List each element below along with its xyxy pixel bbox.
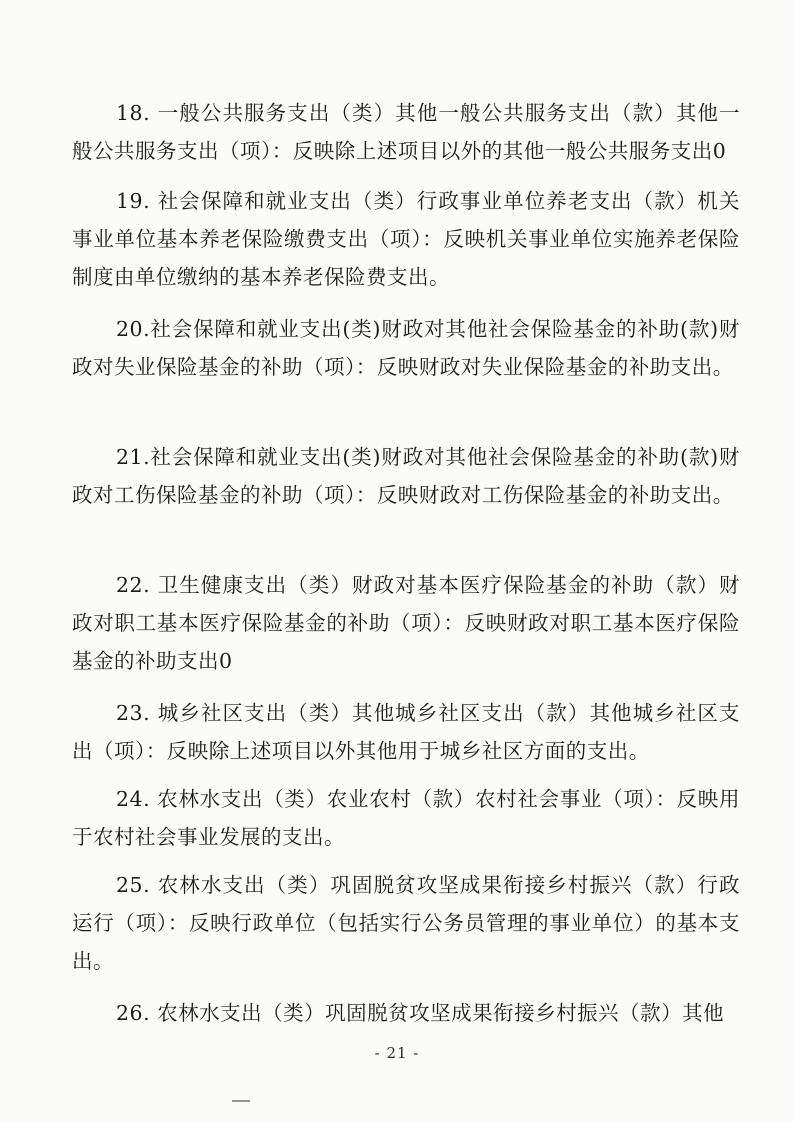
paragraph-item-21: 21.社会保障和就业支出(类)财政对其他社会保险基金的补助(款)财政对工伤保险基金的补助（项）：反映财政对工伤保险基金的补助支出。	[72, 445, 740, 507]
scan-mark	[232, 1100, 250, 1102]
paragraph-item-25: 25. 农林水支出（类）巩固脱贫攻坚成果衔接乡村振兴（款）行政运行（项）：反映行政单位（包括实行公务员管理的事业单位）的基本支出。	[72, 873, 740, 973]
paragraph-item-23: 23. 城乡社区支出（类）其他城乡社区支出（款）其他城乡社区支出（项）：反映除上述项目以外其他用于城乡社区方面的支出。	[72, 701, 740, 763]
paragraph-item-20: 20.社会保障和就业支出(类)财政对其他社会保险基金的补助(款)财政对失业保险基金的补助（项）：反映财政对失业保险基金的补助支出。	[72, 317, 740, 379]
paragraph-item-26: 26. 农林水支出（类）巩固脱贫攻坚成果衔接乡村振兴（款）其他	[116, 1001, 725, 1025]
paragraph-item-19: 19. 社会保障和就业支出（类）行政事业单位养老支出（款）机关事业单位基本养老保险缴费支出（项）：反映机关事业单位实施养老保险制度由单位缴纳的基本养老保险费支出。	[72, 189, 740, 289]
paragraph-item-22: 22. 卫生健康支出（类）财政对基本医疗保险基金的补助（款）财政对职工基本医疗保险基金的补助（项）：反映财政对职工基本医疗保险基金的补助支出0	[72, 573, 740, 673]
paragraph-item-18: 18. 一般公共服务支出（类）其他一般公共服务支出（款）其他一般公共服务支出（项）：反映除上述项目以外的其他一般公共服务支出0	[72, 101, 740, 163]
paragraph-item-24: 24. 农林水支出（类）农业农村（款）农村社会事业（项）：反映用于农村社会事业发展的支出。	[72, 787, 740, 849]
page-number: - 21 -	[374, 1044, 420, 1062]
